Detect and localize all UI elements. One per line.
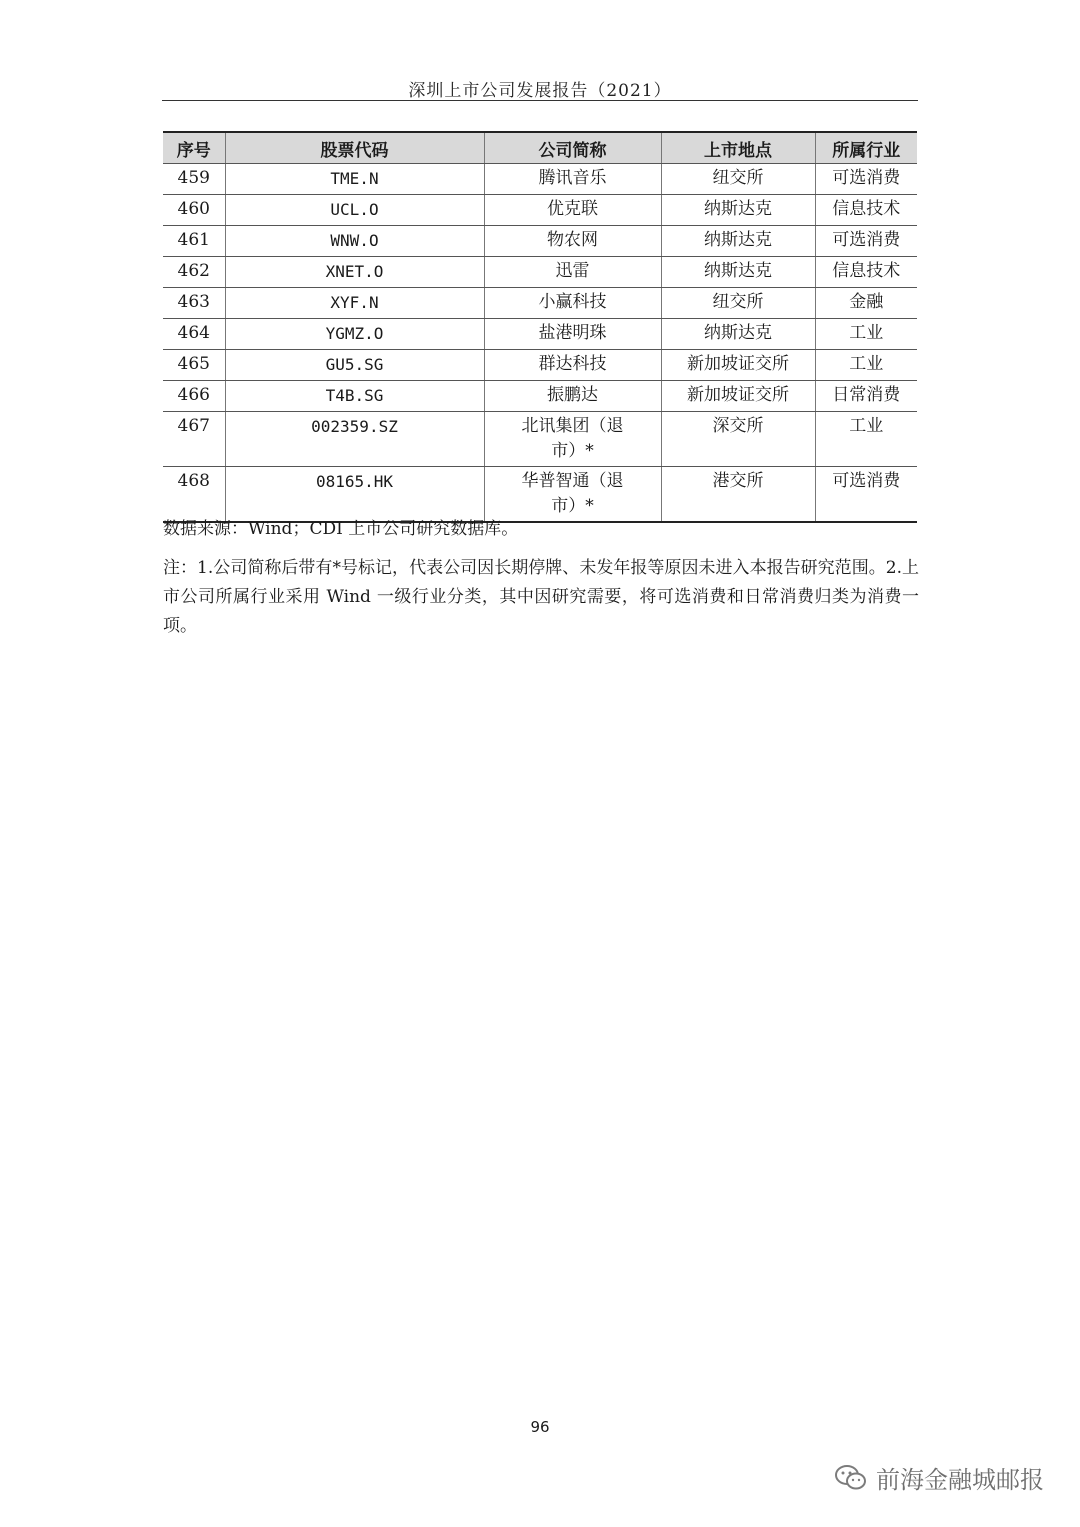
- footnote: 注：1.公司简称后带有*号标记，代表公司因长期停牌、未发年报等原因未进入本报告研究范围。2.上市公司所属行业采用 Wind 一级行业分类，其中因研究需要，将可选消费和日常消费归类为消费一项。: [163, 558, 920, 636]
- cell-no: 467: [163, 412, 225, 467]
- cell-name: 优克联: [484, 195, 661, 226]
- cell-code: T4B.SG: [225, 381, 484, 412]
- cell-industry: 可选消费: [815, 164, 917, 195]
- cell-exchange: 纽交所: [661, 288, 815, 319]
- cell-name: 北讯集团（退市）*: [484, 412, 661, 467]
- cell-no: 468: [163, 467, 225, 523]
- cell-exchange: 纳斯达克: [661, 195, 815, 226]
- cell-code: YGMZ.O: [225, 319, 484, 350]
- cell-no: 463: [163, 288, 225, 319]
- header-divider: [162, 100, 918, 101]
- cell-exchange: 纳斯达克: [661, 257, 815, 288]
- table-row: [163, 319, 917, 350]
- cell-code: GU5.SG: [225, 350, 484, 381]
- cell-code: XYF.N: [225, 288, 484, 319]
- cell-industry: 工业: [815, 412, 917, 467]
- table-row: [163, 381, 917, 412]
- cell-industry: 金融: [815, 288, 917, 319]
- cell-exchange: 新加坡证交所: [661, 381, 815, 412]
- cell-no: 460: [163, 195, 225, 226]
- page-number: 96: [530, 1418, 550, 1436]
- cell-name: 小赢科技: [484, 288, 661, 319]
- table-row: [163, 288, 917, 319]
- cell-exchange: 深交所: [661, 412, 815, 467]
- watermark-text: 前海金融城邮报: [876, 1466, 1044, 1494]
- column-header-industry: 所属行业: [815, 132, 917, 164]
- cell-code: 08165.HK: [225, 467, 484, 523]
- column-header-name: 公司简称: [484, 132, 661, 164]
- cell-code: WNW.O: [225, 226, 484, 257]
- company-table: [163, 131, 917, 523]
- cell-name: 群达科技: [484, 350, 661, 381]
- cell-no: 459: [163, 164, 225, 195]
- column-header-exchange: 上市地点: [661, 132, 815, 164]
- cell-no: 464: [163, 319, 225, 350]
- cell-industry: 信息技术: [815, 195, 917, 226]
- table-row: [163, 226, 917, 257]
- cell-name: 振鹏达: [484, 381, 661, 412]
- cell-name: 盐港明珠: [484, 319, 661, 350]
- cell-exchange: 纳斯达克: [661, 226, 815, 257]
- cell-industry: 可选消费: [815, 467, 917, 523]
- cell-exchange: 港交所: [661, 467, 815, 523]
- cell-code: TME.N: [225, 164, 484, 195]
- table-header-row: [163, 132, 917, 164]
- cell-code: XNET.O: [225, 257, 484, 288]
- table-row: [163, 350, 917, 381]
- column-header-no: 序号: [163, 132, 225, 164]
- cell-code: UCL.O: [225, 195, 484, 226]
- wechat-icon: [834, 1463, 868, 1493]
- table-row: [163, 412, 917, 467]
- cell-code: 002359.SZ: [225, 412, 484, 467]
- cell-exchange: 新加坡证交所: [661, 350, 815, 381]
- cell-exchange: 纽交所: [661, 164, 815, 195]
- cell-industry: 日常消费: [815, 381, 917, 412]
- cell-industry: 信息技术: [815, 257, 917, 288]
- cell-industry: 工业: [815, 319, 917, 350]
- data-source-note: 数据来源：Wind；CDI 上市公司研究数据库。: [163, 519, 519, 539]
- cell-exchange: 纳斯达克: [661, 319, 815, 350]
- cell-no: 462: [163, 257, 225, 288]
- cell-name: 物农网: [484, 226, 661, 257]
- watermark: [834, 1460, 1044, 1495]
- table-row: [163, 195, 917, 226]
- table-row: [163, 164, 917, 195]
- cell-name: 腾讯音乐: [484, 164, 661, 195]
- page-header-title: 深圳上市公司发展报告（2021）: [408, 81, 672, 101]
- cell-industry: 可选消费: [815, 226, 917, 257]
- column-header-code: 股票代码: [225, 132, 484, 164]
- cell-name: 迅雷: [484, 257, 661, 288]
- cell-no: 465: [163, 350, 225, 381]
- cell-no: 466: [163, 381, 225, 412]
- table-row: [163, 257, 917, 288]
- cell-name: 华普智通（退市）*: [484, 467, 661, 523]
- cell-no: 461: [163, 226, 225, 257]
- cell-industry: 工业: [815, 350, 917, 381]
